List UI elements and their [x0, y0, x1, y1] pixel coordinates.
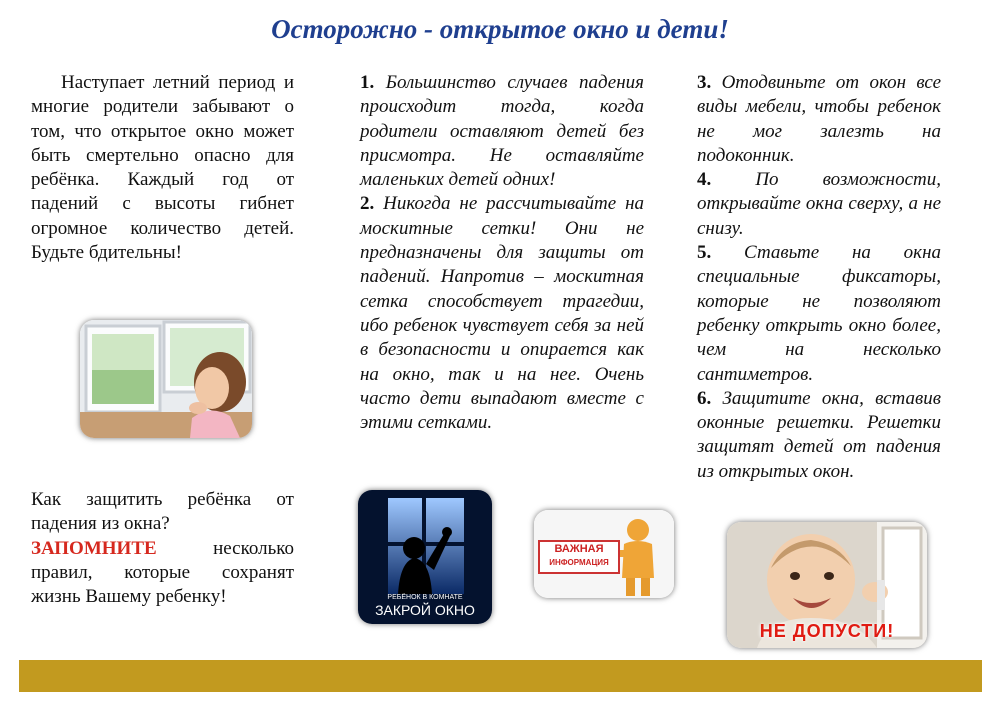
rules-column-3 [697, 71, 941, 484]
child-at-window-image [80, 320, 252, 438]
rule-text: Большинство случаев падения происходит тогда, когда родители оставляют детей без присмотра. Не оставляйте маленьких детей одних! [360, 72, 644, 191]
important-info-line1: ВАЖНАЯ [554, 543, 604, 555]
rule-text: Никогда не рассчитывайте на москитные сетки! Они не предназначены для защиты от падений. Напротив – москитная сетка способствует трагедии, ибо ребенок чувствует себя за ней в безопасности и опирается как на окно, так и на нее. Очень часто дети выпадают вместе с этими сетками. [360, 193, 644, 434]
intro-column [31, 71, 294, 265]
rule-text: Защитите окна, вставив оконные решетки. Решетки защитят детей от падения из открытых окон. [697, 387, 941, 482]
important-info-sign [538, 540, 620, 574]
bottom-bar [19, 660, 982, 692]
rule-number: 2. [360, 193, 375, 215]
rule-2 [360, 192, 644, 435]
rule-number: 4. [697, 169, 712, 191]
rule-number: 3. [697, 72, 712, 93]
remember-block [31, 488, 294, 609]
rule-5 [697, 241, 941, 387]
rule-4 [697, 168, 941, 241]
intro-text: Наступает летний период и многие родители забывают о том, что открытое окно может быть смертельно опасно для ребёнка. Каждый год от падений с высоты гибнет огромное количество детей. Будьте бдительны! [31, 72, 294, 264]
rules-column-2 [360, 71, 644, 435]
close-window-caption: ЗАКРОЙ ОКНО [375, 602, 475, 618]
rule-text: Ставьте на окна специальные фиксаторы, которые не позволяют ребенку открыть окно более, чем на несколько сантиметров. [697, 242, 941, 385]
rule-3 [697, 71, 941, 168]
rule-number: 5. [697, 242, 712, 264]
page-title: Осторожно - открытое окно и дети! [271, 14, 729, 44]
rule-1 [360, 71, 644, 192]
important-info-line2: ИНФОРМАЦИЯ [549, 558, 609, 567]
child-at-window-photo [80, 320, 252, 438]
remember-word: ЗАПОМНИТЕ [31, 537, 157, 559]
remember-text [31, 537, 294, 610]
close-window-caption-small: РЕБЁНОК В КОМНАТЕ [387, 594, 463, 601]
rule-6 [697, 387, 941, 484]
remember-rest: несколько правил, которые сохранят жизнь Вашему ребенку! [31, 537, 294, 608]
rule-number: 6. [697, 387, 712, 409]
question-text: Как защитить ребёнка от падения из окна? [31, 489, 294, 535]
rule-number: 1. [360, 72, 375, 93]
important-info-image [534, 510, 674, 598]
rule-text: По возможности, открывайте окна сверху, а не снизу. [697, 169, 941, 239]
do-not-allow-caption: НЕ ДОПУСТИ! [759, 621, 895, 641]
baby-at-window-photo [727, 522, 927, 648]
rule-text: Отодвиньте от окон все виды мебели, чтобы ребенок не мог залезть на подоконник. [697, 72, 941, 166]
close-window-photo [358, 490, 492, 624]
